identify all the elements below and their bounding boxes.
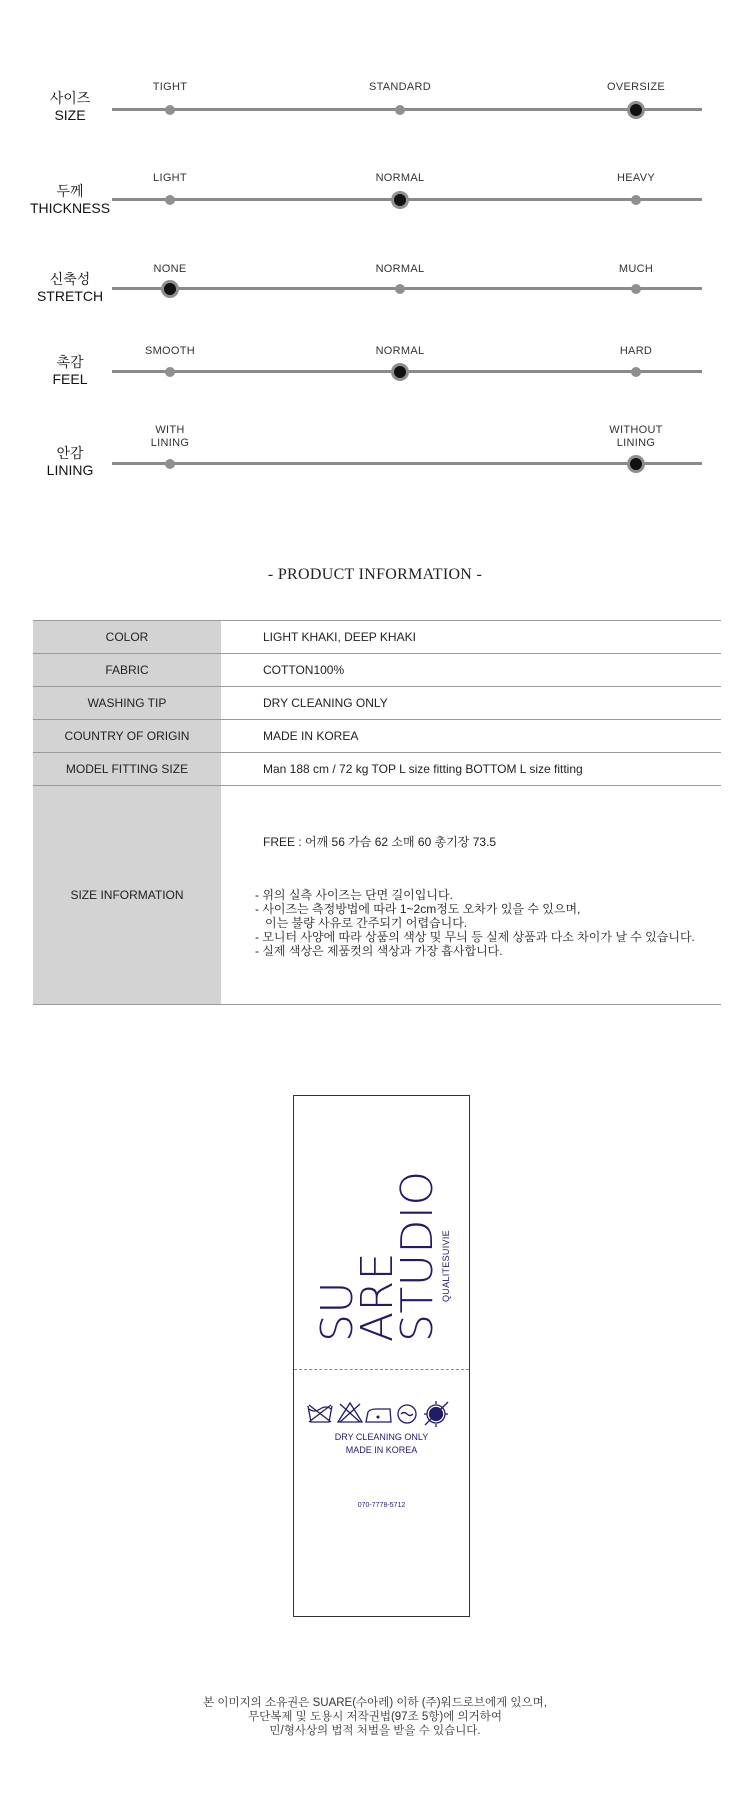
size-note: 이는 불량 사유로 간주되기 어렵습니다. xyxy=(255,915,468,930)
info-row-color xyxy=(33,621,721,654)
product-info-title: - PRODUCT INFORMATION - xyxy=(267,566,483,583)
info-key: FABRIC xyxy=(33,654,221,687)
info-key: MODEL FITTING SIZE xyxy=(33,753,221,786)
scale-marker-selected xyxy=(161,280,179,298)
scale-marker xyxy=(165,367,175,377)
info-key: COUNTRY OF ORIGIN xyxy=(33,720,221,753)
dry-clean-icon xyxy=(398,1405,416,1423)
care-text-line1: DRY CLEANING ONLY xyxy=(334,1432,429,1442)
scale-marker-selected xyxy=(627,101,645,119)
scale-option-label: NORMAL xyxy=(375,263,425,275)
scale-track xyxy=(112,287,702,290)
scale-option-label: WITHOUT LINING xyxy=(609,424,663,449)
scale-label-en: THICKNESS xyxy=(29,200,111,216)
scale-label-lining xyxy=(22,445,118,479)
scale-option-label: NONE xyxy=(153,263,187,275)
scale-option-label: TIGHT xyxy=(152,81,188,93)
info-row-size xyxy=(33,786,721,1005)
brand-line-su: SU xyxy=(312,1280,363,1342)
size-info-value xyxy=(221,786,721,1005)
size-note: - 위의 실측 사이즈는 단면 길이입니다. xyxy=(255,887,453,902)
brand-sub: QUALITESUIVIE xyxy=(441,1230,451,1302)
scale-option-label: SMOOTH xyxy=(144,345,196,357)
info-value: DRY CLEANING ONLY xyxy=(221,687,721,720)
size-free: FREE : 어깨 56 가슴 62 소매 60 총기장 73.5 xyxy=(263,834,497,849)
scale-option-label: STANDARD xyxy=(368,81,432,93)
size-note: - 사이즈는 측정방법에 따라 1~2cm정도 오차가 있을 수 있으며, xyxy=(255,901,581,916)
scale-option-label: WITH LINING xyxy=(150,424,190,449)
info-row-model-fitting xyxy=(33,753,721,786)
care-phone: 070-7778-5712 xyxy=(357,1502,406,1509)
scale-marker xyxy=(631,284,641,294)
copyright-line: 무단복제 및 도용시 저작권법(97조 5항)에 의거하여 xyxy=(248,1711,502,1723)
care-icons xyxy=(306,1400,458,1428)
scale-marker xyxy=(165,195,175,205)
info-value: COTTON100% xyxy=(221,654,721,687)
scale-label-en: LINING xyxy=(46,462,94,478)
scale-marker xyxy=(631,195,641,205)
scale-option-label: NORMAL xyxy=(375,345,425,357)
copyright-line: 본 이미지의 소유권은 SUARE(수아레) 이하 (주)워드로브에게 있으며, xyxy=(203,1697,547,1709)
scale-option-label: MUCH xyxy=(618,263,654,275)
no-tumble-dry-icon xyxy=(424,1401,448,1427)
info-key: SIZE INFORMATION xyxy=(33,786,221,1005)
no-wash-icon xyxy=(308,1405,332,1422)
scale-label-thickness xyxy=(22,183,118,217)
scale-label-en: FEEL xyxy=(52,371,88,387)
care-text-line2: MADE IN KOREA xyxy=(345,1445,418,1455)
scale-marker-selected xyxy=(627,455,645,473)
brand-line-are: ARE xyxy=(352,1252,403,1342)
copyright-line: 민/형사상의 법적 처벌을 받을 수 있습니다. xyxy=(269,1725,481,1737)
scale-marker-selected xyxy=(391,191,409,209)
scale-label-ko: 안감 xyxy=(56,445,84,461)
care-label-tag xyxy=(293,1095,470,1617)
scale-label-stretch xyxy=(22,271,118,305)
scale-marker xyxy=(165,459,175,469)
scale-track xyxy=(112,108,702,111)
info-row-fabric xyxy=(33,654,721,687)
scale-option-label: HEAVY xyxy=(617,172,655,184)
scale-option-label: OVERSIZE xyxy=(606,81,666,93)
info-value: LIGHT KHAKI, DEEP KHAKI xyxy=(221,621,721,654)
scale-label-ko: 사이즈 xyxy=(49,90,91,106)
scale-track xyxy=(112,462,702,465)
brand-line-studio: STUDIO xyxy=(392,1170,443,1342)
info-row-washing-tip xyxy=(33,687,721,720)
product-info-table xyxy=(33,620,721,1005)
scale-label-ko: 두께 xyxy=(56,183,84,199)
size-note: - 실제 색상은 제품컷의 색상과 가장 흡사합니다. xyxy=(255,943,503,958)
info-row-country xyxy=(33,720,721,753)
scale-label-en: STRETCH xyxy=(36,288,104,304)
scale-label-feel xyxy=(22,354,118,388)
scale-marker-selected xyxy=(391,363,409,381)
no-bleach-icon xyxy=(338,1403,362,1422)
scale-option-label: HARD xyxy=(619,345,653,357)
scale-label-ko: 신축성 xyxy=(49,271,91,287)
info-value: Man 188 cm / 72 kg TOP L size fitting BOTTOM L size fitting xyxy=(221,753,721,786)
copyright-notice xyxy=(0,1696,750,1738)
scale-option-label: NORMAL xyxy=(375,172,425,184)
info-value: MADE IN KOREA xyxy=(221,720,721,753)
scale-marker xyxy=(395,105,405,115)
scale-marker xyxy=(165,105,175,115)
info-key: COLOR xyxy=(33,621,221,654)
scale-label-size xyxy=(22,90,118,124)
size-notes xyxy=(255,888,721,958)
scale-label-ko: 촉감 xyxy=(56,354,84,370)
size-note: - 모니터 사양에 따라 상품의 색상 및 무늬 등 실제 상품과 다소 차이가 날 수 있습니다. xyxy=(255,929,695,944)
scale-marker xyxy=(631,367,641,377)
iron-icon xyxy=(366,1409,391,1422)
scale-option-label: LIGHT xyxy=(153,172,187,184)
scale-marker xyxy=(395,284,405,294)
info-key: WASHING TIP xyxy=(33,687,221,720)
scale-label-en: SIZE xyxy=(54,107,86,123)
tag-divider xyxy=(294,1369,469,1370)
